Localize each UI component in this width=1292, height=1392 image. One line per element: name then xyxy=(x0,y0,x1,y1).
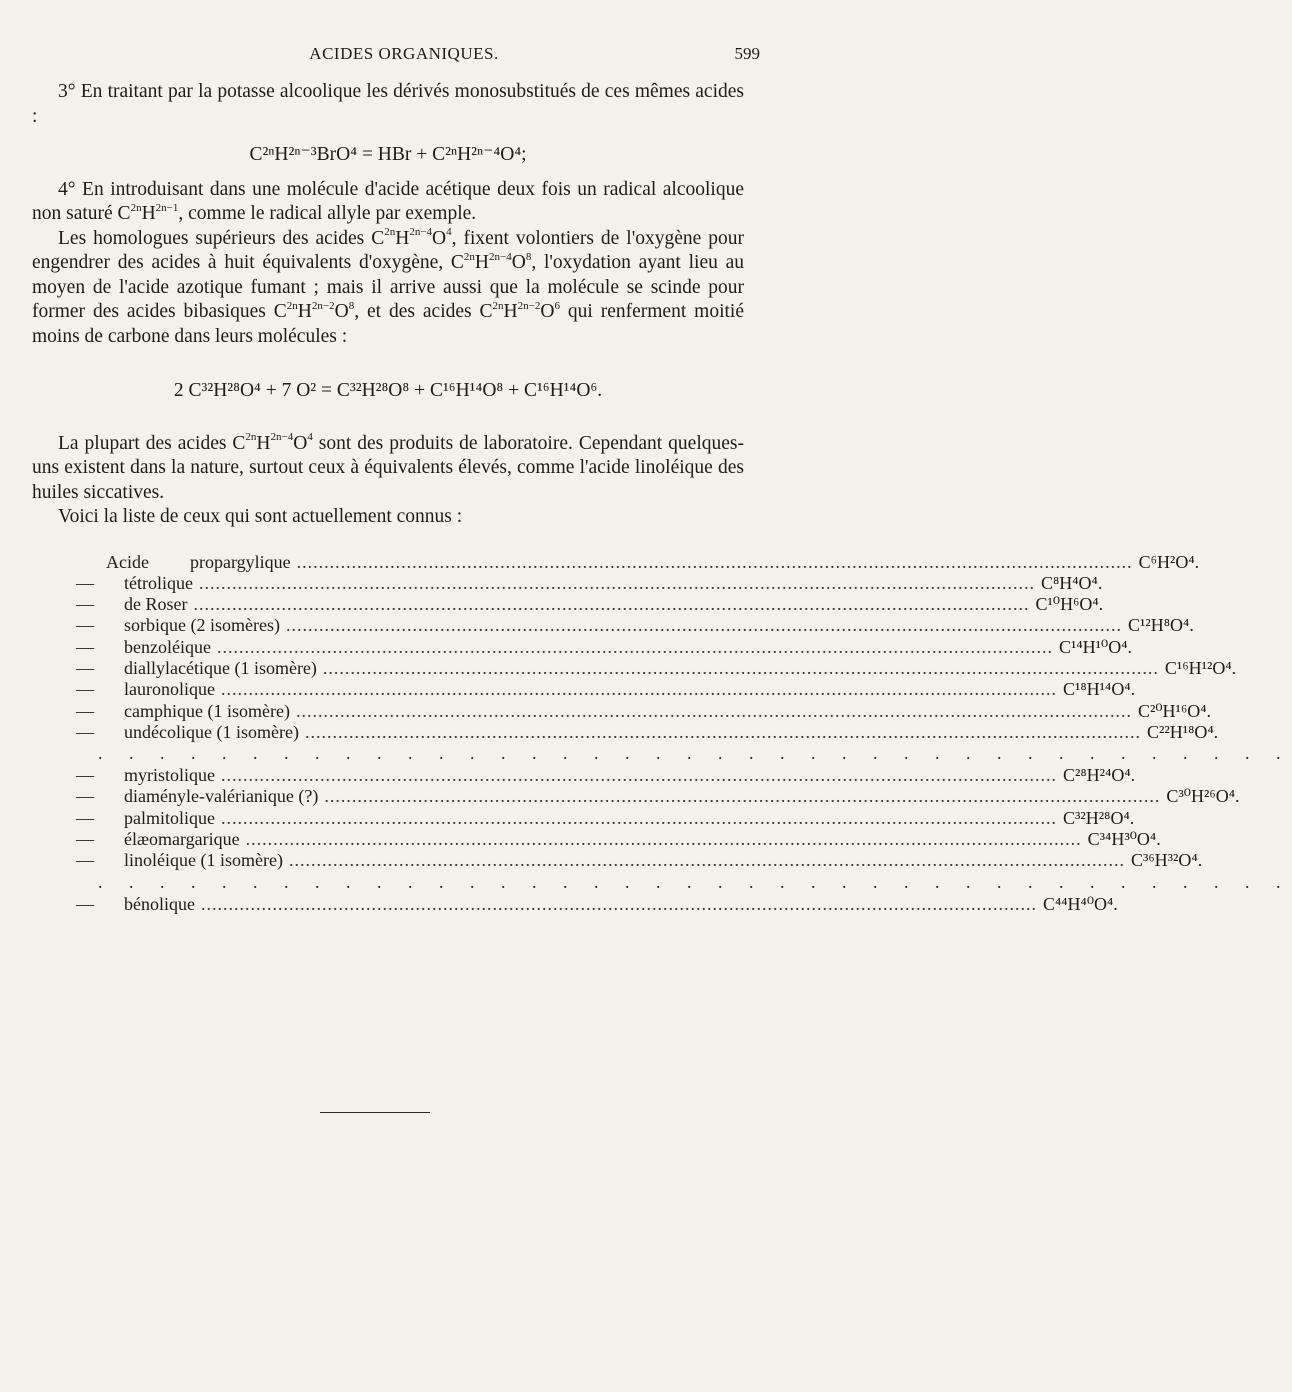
acid-row: — undécolique (1 isomère) ..... C²²H¹⁸O⁴. xyxy=(32,722,744,743)
acid-name: linoléique (1 isomère) xyxy=(124,850,283,871)
acid-row: — palmitolique ..... C³²H²⁸O⁴. xyxy=(32,808,744,829)
acid-formula: C²⁸H²⁴O⁴. xyxy=(1063,765,1136,786)
acid-name: diallylacétique (1 isomère) xyxy=(124,657,317,678)
acid-row: — linoléique (1 isomère) ..... C³⁶H³²O⁴. xyxy=(32,850,744,871)
acid-name: palmitolique xyxy=(124,807,215,828)
acid-row: — benzoléique ..... C¹⁴H¹⁰O⁴. xyxy=(32,637,744,658)
acid-formula: C¹⁰H⁶O⁴. xyxy=(1035,594,1104,615)
acid-row: — lauronolique ..... C¹⁸H¹⁴O⁴. xyxy=(32,679,744,700)
acid-name: undécolique (1 isomère) xyxy=(124,721,299,742)
acid-name: benzoléique xyxy=(124,636,211,657)
acid-name: camphique (1 isomère) xyxy=(124,700,290,721)
acid-name: tétrolique xyxy=(124,572,193,593)
page-body xyxy=(32,80,1292,915)
paragraph-homologues: Les homologues supérieurs des acides $C^{2n}H^{2n-4}O^4$, fixent volontiers de l'oxygène pour engendrer des acides à huit équivalents d'oxygène, $C^{2n}H^{2n-4}O^8$, l'oxydation ayant lieu au moyen de l'acide azotique fumant ; mais il arrive aussi que la molécule se scinde pour former des acides bibasiques $C^{2n}H^{2n-2}O^8$, et des acides $C^{2n}H^{2n-2}O^6$ qui renferment moitié moins de carbone dans leurs molécules : xyxy=(32,226,744,347)
acid-name: myristolique xyxy=(124,765,215,786)
acid-formula: C¹⁴H¹⁰O⁴. xyxy=(1058,636,1133,657)
acid-formula: C⁴⁴H⁴⁰O⁴. xyxy=(1042,893,1118,914)
acid-name: propargylique xyxy=(190,551,291,572)
acid-row: — diallylacétique (1 isomère) ..... C¹⁶H¹²O⁴. xyxy=(32,658,744,679)
acid-formula: C³⁰H²⁶O⁴. xyxy=(1166,786,1240,807)
acid-formula: C¹²H⁸O⁴. xyxy=(1127,615,1194,636)
closing-rule xyxy=(320,1112,430,1113)
acid-row: — myristolique ..... C²⁸H²⁴O⁴. xyxy=(32,765,744,786)
ellipsis-separator: . . . . . . . . . . . . . . . . . . . . . . . . . . . . . . . . . . . . . . . xyxy=(98,871,1292,892)
equation-oxidation: 2 C³²H²⁸O⁴ + 7 O² = C³²H²⁸O⁸ + C¹⁶H¹⁴O⁸ + C¹⁶H¹⁴O⁶. xyxy=(173,380,603,401)
acid-row: Acide propargylique ..... C⁶H²O⁴. xyxy=(32,552,744,573)
acid-name: lauronolique xyxy=(124,679,215,700)
acid-list xyxy=(32,551,1292,915)
paragraph-method-3: 3° En traitant par la potasse alcoolique les dérivés monosubstitués de ces mêmes acides : xyxy=(32,81,744,127)
paragraph-method-4: 4° En introduisant dans une molécule d'acide acétique deux fois un radical alcoolique non saturé $C^{2n}H^{2n-1}$, comme le radical allyle par exemple. xyxy=(32,178,744,224)
acid-formula: C²⁰H¹⁶O⁴. xyxy=(1137,700,1212,721)
acid-row: — de Roser ..... C¹⁰H⁶O⁴. xyxy=(32,594,744,615)
acid-row: — élæomargarique ..... C³⁴H³⁰O⁴. xyxy=(32,829,744,850)
acid-formula: C¹⁸H¹⁴O⁴. xyxy=(1062,679,1136,700)
acid-formula: C⁸H⁴O⁴. xyxy=(1040,572,1103,593)
running-header xyxy=(48,44,760,72)
acid-row: — sorbique (2 isomères) ..... C¹²H⁸O⁴. xyxy=(32,615,744,636)
acid-row: — bénolique ..... C⁴⁴H⁴⁰O⁴. xyxy=(32,894,744,915)
equation-bromide: C²ⁿH²ⁿ⁻³BrO⁴ = HBr + C²ⁿH²ⁿ⁻⁴O⁴; xyxy=(249,144,527,165)
acid-row: — tétrolique ..... C⁸H⁴O⁴. xyxy=(32,573,744,594)
acid-formula: C³⁴H³⁰O⁴. xyxy=(1087,829,1161,850)
paragraph-list-intro: Voici la liste de ceux qui sont actuellement connus : xyxy=(58,506,463,527)
acid-formula: C³⁶H³²O⁴. xyxy=(1130,850,1203,871)
acid-formula: C³²H²⁸O⁴. xyxy=(1062,807,1135,828)
acid-formula: C²²H¹⁸O⁴. xyxy=(1146,721,1219,742)
paragraph-laboratory: La plupart des acides $C^{2n}H^{2n-4}O^4$ sont des produits de laboratoire. Cependant quelques-uns existent dans la nature, surtout ceux à équivalents élevés, comme l'acide linoléique des huiles siccatives. xyxy=(32,431,744,503)
acid-name: sorbique (2 isomères) xyxy=(124,615,280,636)
acid-formula: C⁶H²O⁴. xyxy=(1138,551,1200,572)
acid-name: de Roser xyxy=(124,594,188,615)
acid-name: diaményle-valérianique (?) xyxy=(124,786,319,807)
acid-name: élæomargarique xyxy=(124,829,240,850)
acid-row: — camphique (1 isomère) ..... C²⁰H¹⁶O⁴. xyxy=(32,701,744,722)
ellipsis-separator: . . . . . . . . . . . . . . . . . . . . . . . . . . . . . . . . . . . . . . . xyxy=(98,743,1292,764)
acid-row: — diaményle-valérianique (?) ..... C³⁰H²⁶O⁴. xyxy=(32,786,744,807)
page-number: 599 xyxy=(734,44,760,63)
acid-formula: C¹⁶H¹²O⁴. xyxy=(1164,657,1237,678)
acid-name: bénolique xyxy=(124,893,195,914)
running-title: ACIDES ORGANIQUES. xyxy=(309,44,499,63)
